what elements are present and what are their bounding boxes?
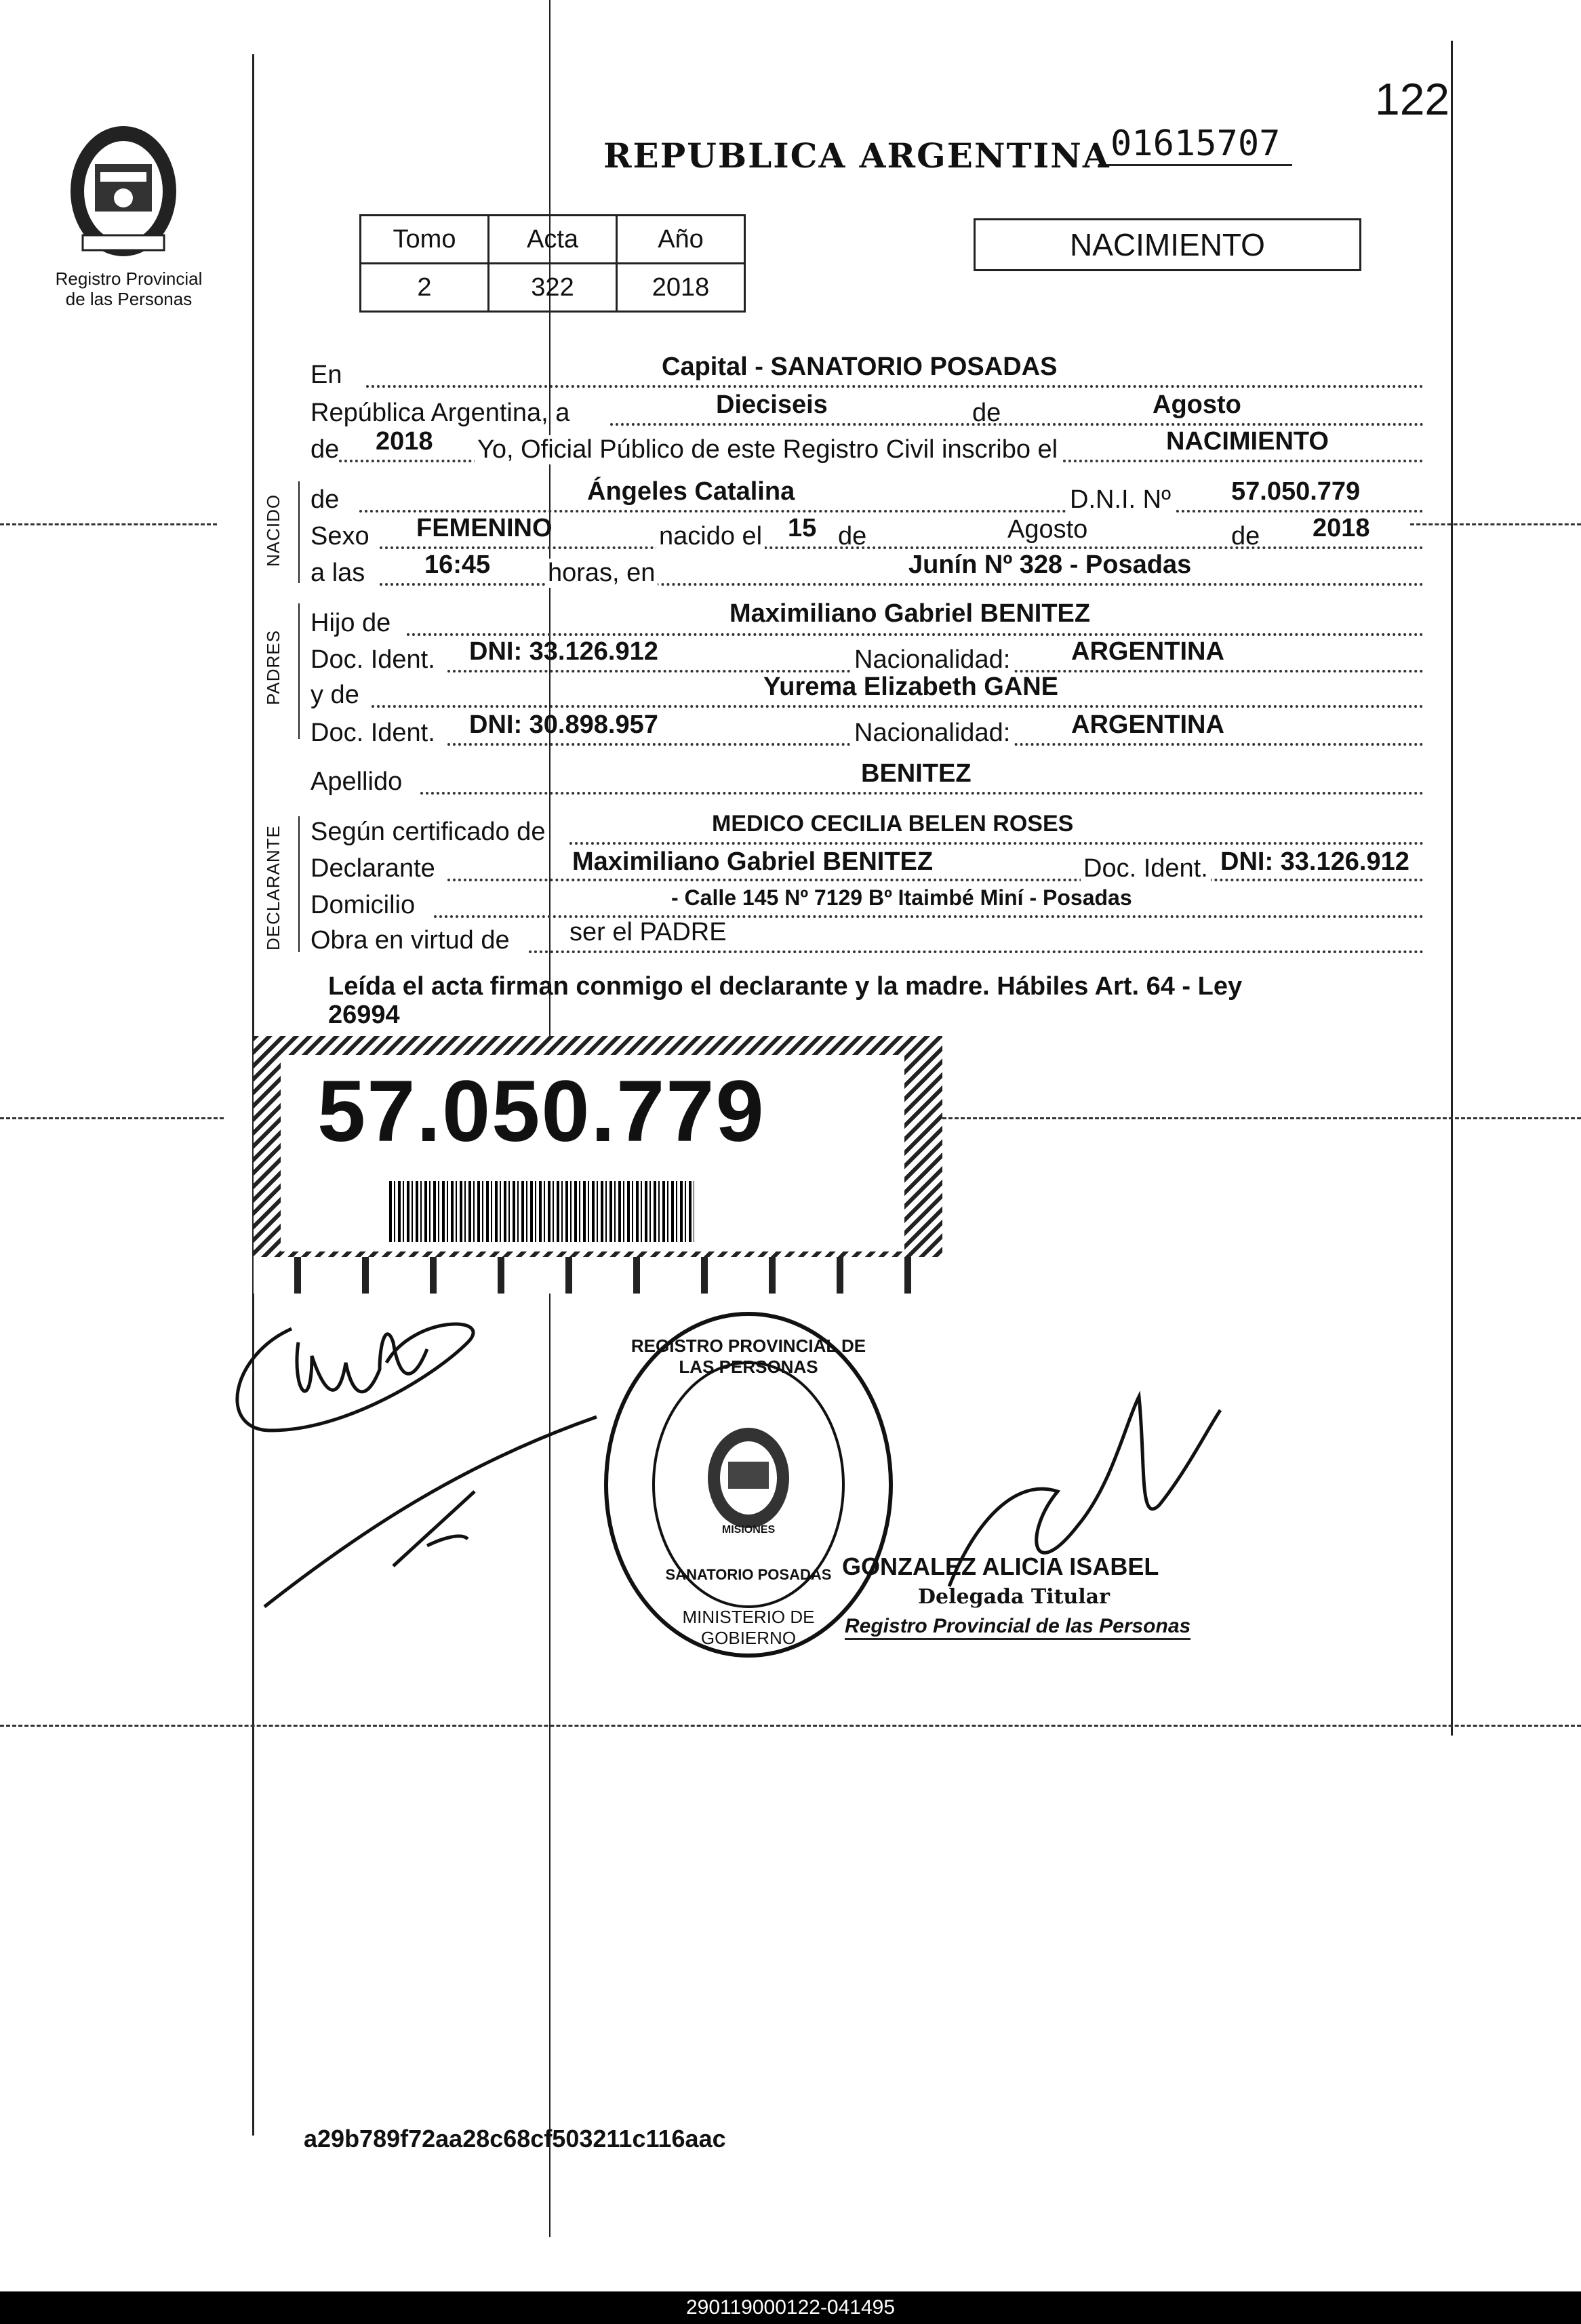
serial-number: 01615707 [1098, 123, 1292, 166]
side-nacido: NACIDO [263, 494, 283, 567]
yde-label: y de [311, 681, 359, 709]
nacido-label: nacido el [656, 522, 765, 551]
stamp-center-text: MISIONES [721, 1524, 776, 1536]
horas-label: horas, en [545, 559, 658, 588]
dni-label: D.N.I. Nº [1067, 485, 1174, 515]
de2-label: de [311, 435, 340, 464]
sticker-band [254, 1257, 942, 1294]
page-number: 122 [1375, 74, 1450, 124]
hijo-label: Hijo de [311, 609, 391, 637]
sticker-panel [281, 1055, 904, 1251]
certificado-value: MEDICO CECILIA BELEN ROSES [712, 811, 1074, 837]
fold-line-2b [942, 1117, 1581, 1119]
stamp-ring-text: REGISTRO PROVINCIAL DE LAS PERSONAS [631, 1336, 866, 1377]
official-stroke [258, 1410, 610, 1614]
value-anio: 2018 [617, 264, 745, 312]
madre-value: Yurema Elizabeth GANE [763, 673, 1059, 701]
oficial-text: Yo, Oficial Público de este Registro Civil inscribo el [475, 435, 1060, 464]
nac-mes-value: Agosto [1007, 515, 1088, 544]
doc-label-madre: Doc. Ident. [311, 719, 435, 747]
fold-line-1b [1410, 523, 1581, 525]
padre-value: Maximiliano Gabriel BENITEZ [729, 599, 1091, 628]
declarante-doc-label: Doc. Ident. [1081, 854, 1211, 883]
stamp-bottom-text: MINISTERIO DE GOBIERNO [682, 1607, 815, 1648]
sticker-barcode [389, 1181, 694, 1242]
padre-dni-value: DNI: 33.126.912 [469, 637, 658, 666]
domicilio-value: - Calle 145 Nº 7129 Bº Itaimbé Miní - Posadas [671, 885, 1132, 910]
cert-label: Según certificado de [311, 818, 546, 846]
province-logo [62, 117, 184, 259]
madre-dni-value: DNI: 30.898.957 [469, 710, 658, 739]
mes-value: Agosto [1153, 390, 1241, 419]
doc-type-box: NACIMIENTO [974, 218, 1361, 271]
padre-nac-value: ARGENTINA [1071, 637, 1224, 666]
footer-code: 290119000122-041495 [0, 2291, 1581, 2324]
fold-line-1 [0, 523, 217, 525]
declarante-label: Declarante [311, 854, 435, 883]
declarante-value: Maximiliano Gabriel BENITEZ [572, 847, 934, 876]
anio-value: 2018 [376, 427, 433, 456]
de1-label: de [972, 399, 1001, 427]
lugar-value: Capital - SANATORIO POSADAS [662, 353, 1058, 381]
acto-value: NACIMIENTO [1166, 427, 1329, 456]
sexo-label: Sexo [311, 522, 369, 550]
value-tomo: 2 [361, 264, 489, 312]
leida-text-2: 26994 [328, 1001, 400, 1029]
header-tomo: Tomo [361, 216, 489, 264]
apellido-value: BENITEZ [861, 759, 972, 788]
sexo-value: FEMENINO [416, 514, 553, 542]
right-margin-line [1451, 41, 1453, 1736]
en-label: En [311, 361, 342, 389]
nac-dia-value: 15 [788, 514, 817, 542]
fold-line-2 [0, 1117, 224, 1119]
leida-text: Leída el acta firman conmigo el declarante y la madre. Hábiles Art. 64 - Ley [328, 972, 1243, 1001]
nac-label-padre: Nacionalidad: [852, 645, 1013, 675]
alas-label: a las [311, 559, 365, 587]
document-hash: a29b789f72aa28c68cf503211c116aac [304, 2125, 726, 2152]
nombre-value: Ángeles Catalina [587, 477, 795, 506]
declarante-dni-value: DNI: 33.126.912 [1220, 847, 1409, 876]
de3-label: de [311, 485, 340, 514]
domicilio-label: Domicilio [311, 891, 416, 919]
official-office: Registro Provincial de las Personas [845, 1615, 1190, 1640]
official-role: Delegada Titular [918, 1585, 1110, 1609]
stamp-inner-text: SANATORIO POSADAS [665, 1566, 832, 1583]
nac-label-madre: Nacionalidad: [852, 719, 1013, 748]
dni-value: 57.050.779 [1231, 477, 1361, 506]
apellido-label: Apellido [311, 767, 403, 796]
nac-anio-value: 2018 [1313, 514, 1370, 542]
official-name: GONZALEZ ALICIA ISABEL [842, 1552, 1159, 1580]
dia-value: Dieciseis [716, 390, 828, 419]
obra-value: ser el PADRE [569, 918, 727, 946]
header-anio: Año [617, 216, 745, 264]
obra-label: Obra en virtud de [311, 926, 510, 955]
madre-nac-value: ARGENTINA [1071, 710, 1224, 739]
fold-line-3 [0, 1725, 1581, 1727]
domicilio-nac-value: Junín Nº 328 - Posadas [908, 550, 1192, 579]
sticker-number: 57.050.779 [317, 1063, 765, 1160]
official-stamp [601, 1308, 896, 1661]
dni-sticker [254, 1036, 942, 1294]
nac-de-label: de [838, 522, 867, 550]
register-table [359, 214, 746, 313]
header-acta: Acta [489, 216, 617, 264]
logo-caption: Registro Provincial de las Personas [55, 268, 203, 309]
nac-de2-label: de [1231, 522, 1260, 550]
doc-label-padre: Doc. Ident. [311, 645, 435, 674]
side-declarante: DECLARANTE [263, 825, 283, 950]
country-title: REPUBLICA ARGENTINA [603, 136, 1110, 176]
hora-value: 16:45 [424, 550, 491, 579]
republica-label: República Argentina, a [311, 399, 570, 427]
value-acta: 322 [489, 264, 617, 312]
side-padres: PADRES [263, 630, 283, 705]
